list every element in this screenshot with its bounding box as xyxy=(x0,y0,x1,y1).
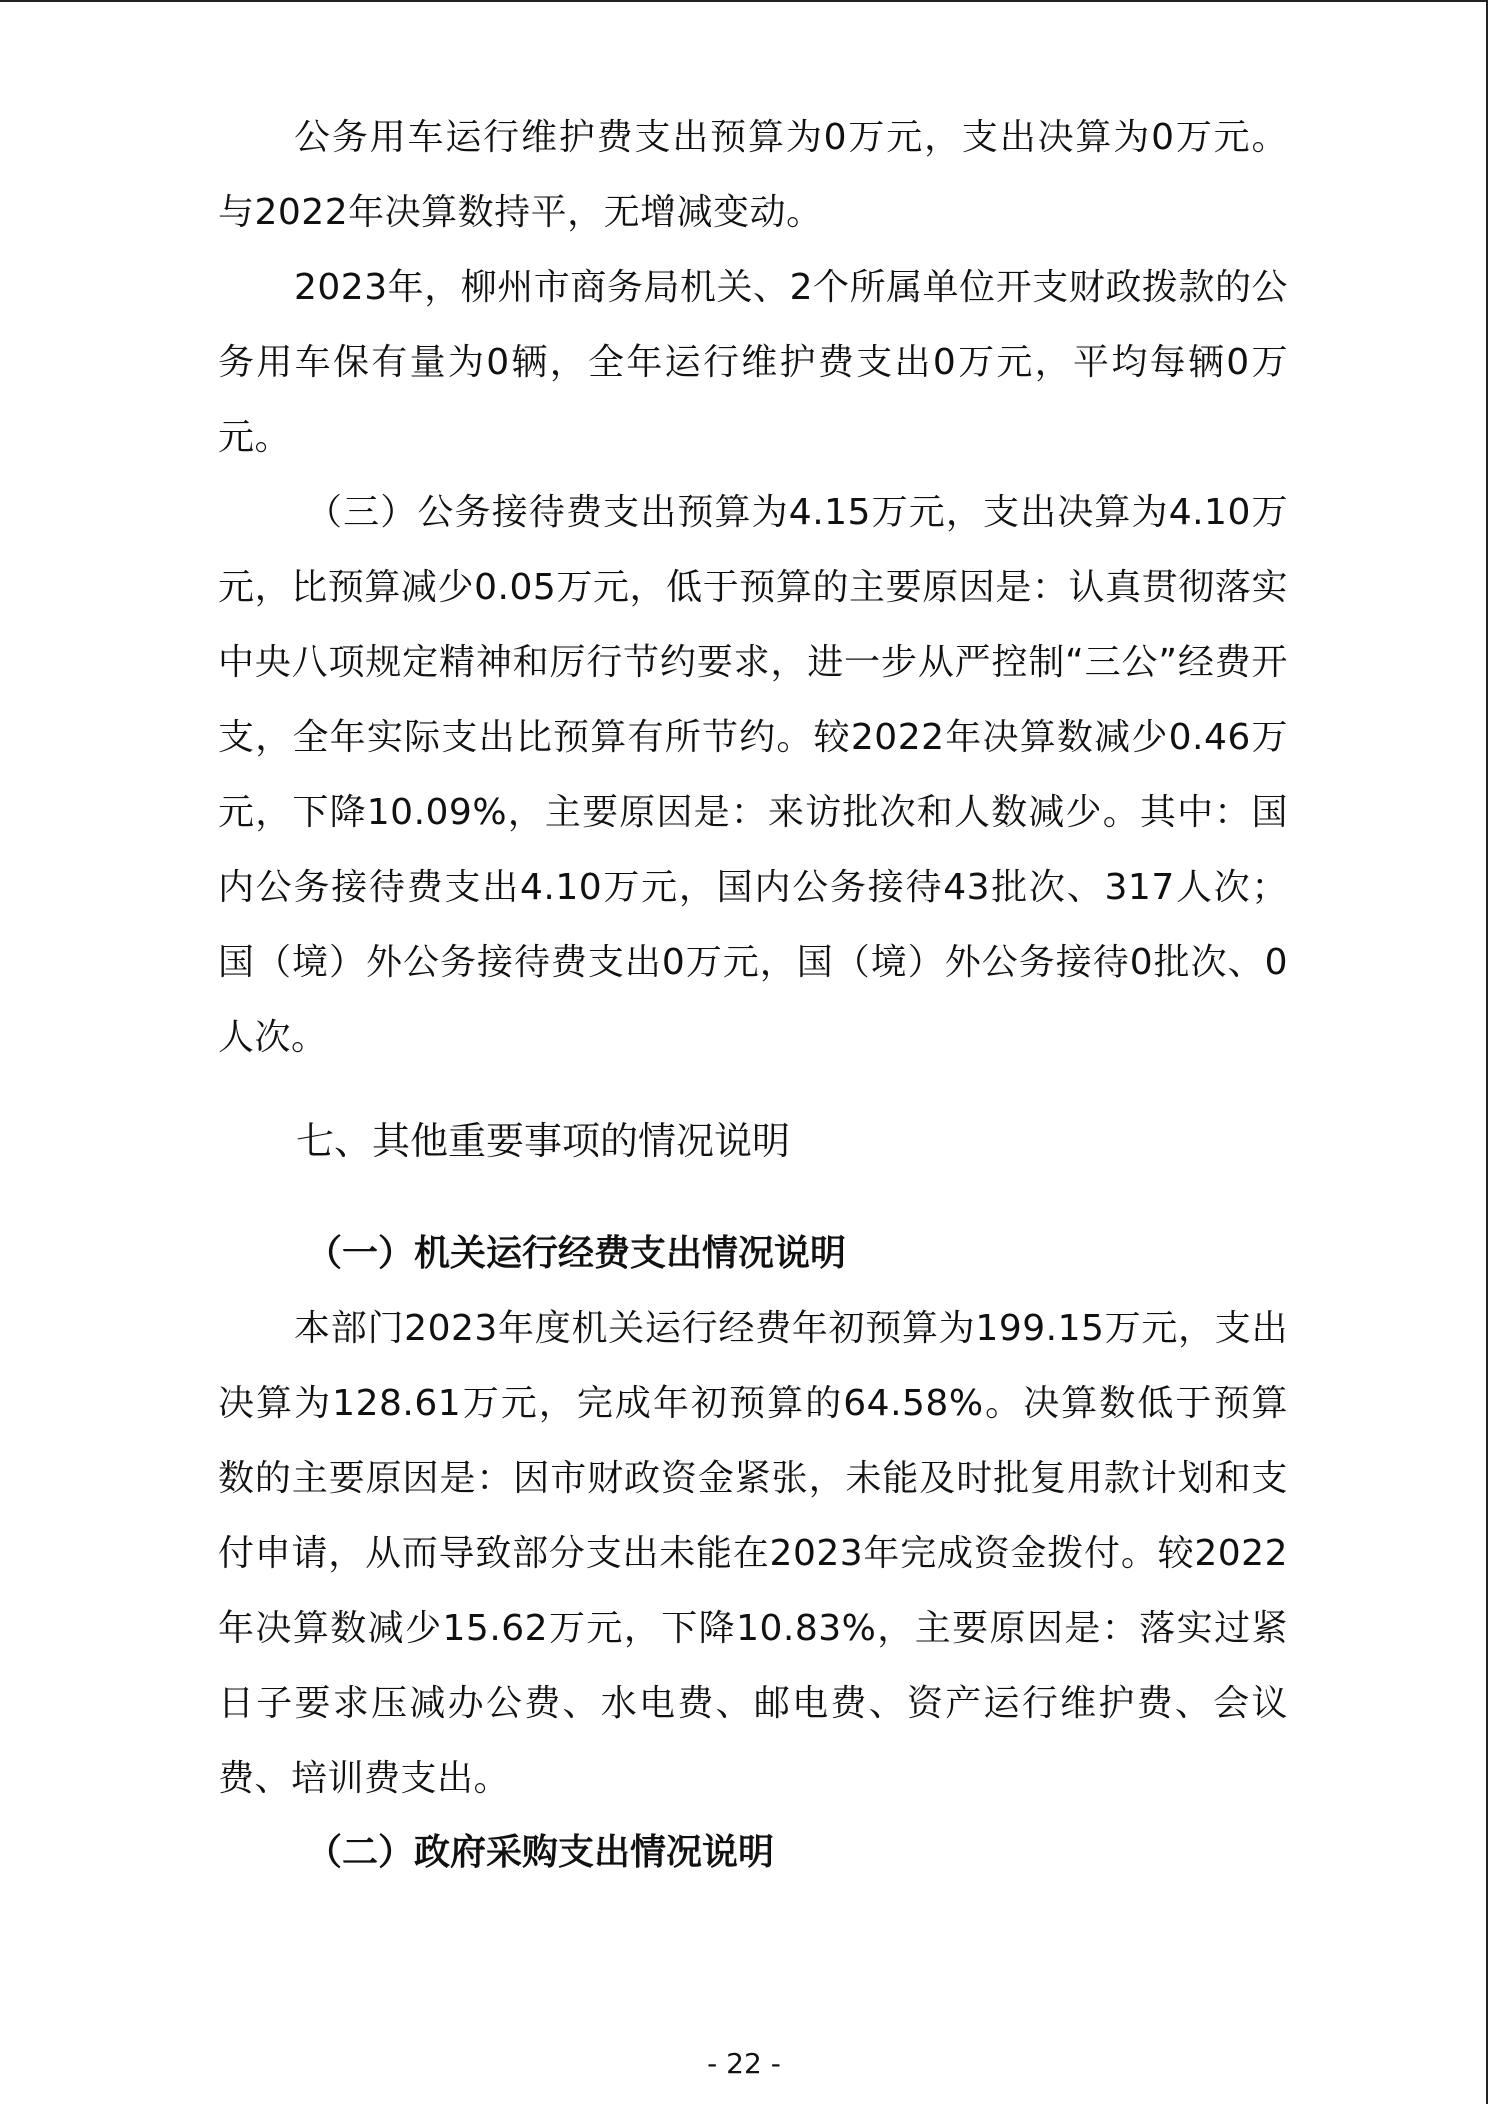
paragraph-vehicle-count: 2023年，柳州市商务局机关、2个所属单位开支财政拨款的公务用车保有量为0辆，全年运行维护费支出0万元，平均每辆0万元。 xyxy=(218,267,1288,458)
subheading-government-procurement: （二）政府采购支出情况说明 xyxy=(306,1832,775,1873)
section-heading-other-matters: 七、其他重要事项的情况说明 xyxy=(296,1119,791,1163)
paragraph-vehicle-maintenance: 公务用车运行维护费支出预算为0万元，支出决算为0万元。与2022年决算数持平，无增减变动。 xyxy=(218,117,1288,233)
paragraph-reception-expense: （三）公务接待费支出预算为4.15万元，支出决算为4.10万元，比预算减少0.05万元，低于预算的主要原因是：认真贯彻落实中央八项规定精神和厉行节约要求，进一步从严控制“三公”经费开支，全年实际支出比预算有所节约。较2022年决算数减少0.46万元，下降10.09%，主要原因是：来访批次和人数减少。其中：国内公务接待费支出4.10万元，国内公务接待43批次、317人次；国（境）外公务接待费支出0万元，国（境）外公务接待0批次、0人次。 xyxy=(218,492,1288,1058)
paragraph-operating-expense: 本部门2023年度机关运行经费年初预算为199.15万元，支出决算为128.61万元，完成年初预算的64.58%。决算数低于预算数的主要原因是：因市财政资金紧张，未能及时批复用款计划和支付申请，从而导致部分支出未能在2023年完成资金拨付。较2022年决算数减少15.62万元，下降10.83%，主要原因是：落实过紧日子要求压减办公费、水电费、邮电费、资产运行维护费、会议费、培训费支出。 xyxy=(218,1308,1288,1799)
subheading-operating-expense: （一）机关运行经费支出情况说明 xyxy=(306,1233,847,1274)
page-border-top xyxy=(0,0,1488,2)
page-number: - 22 - xyxy=(707,2047,781,2080)
